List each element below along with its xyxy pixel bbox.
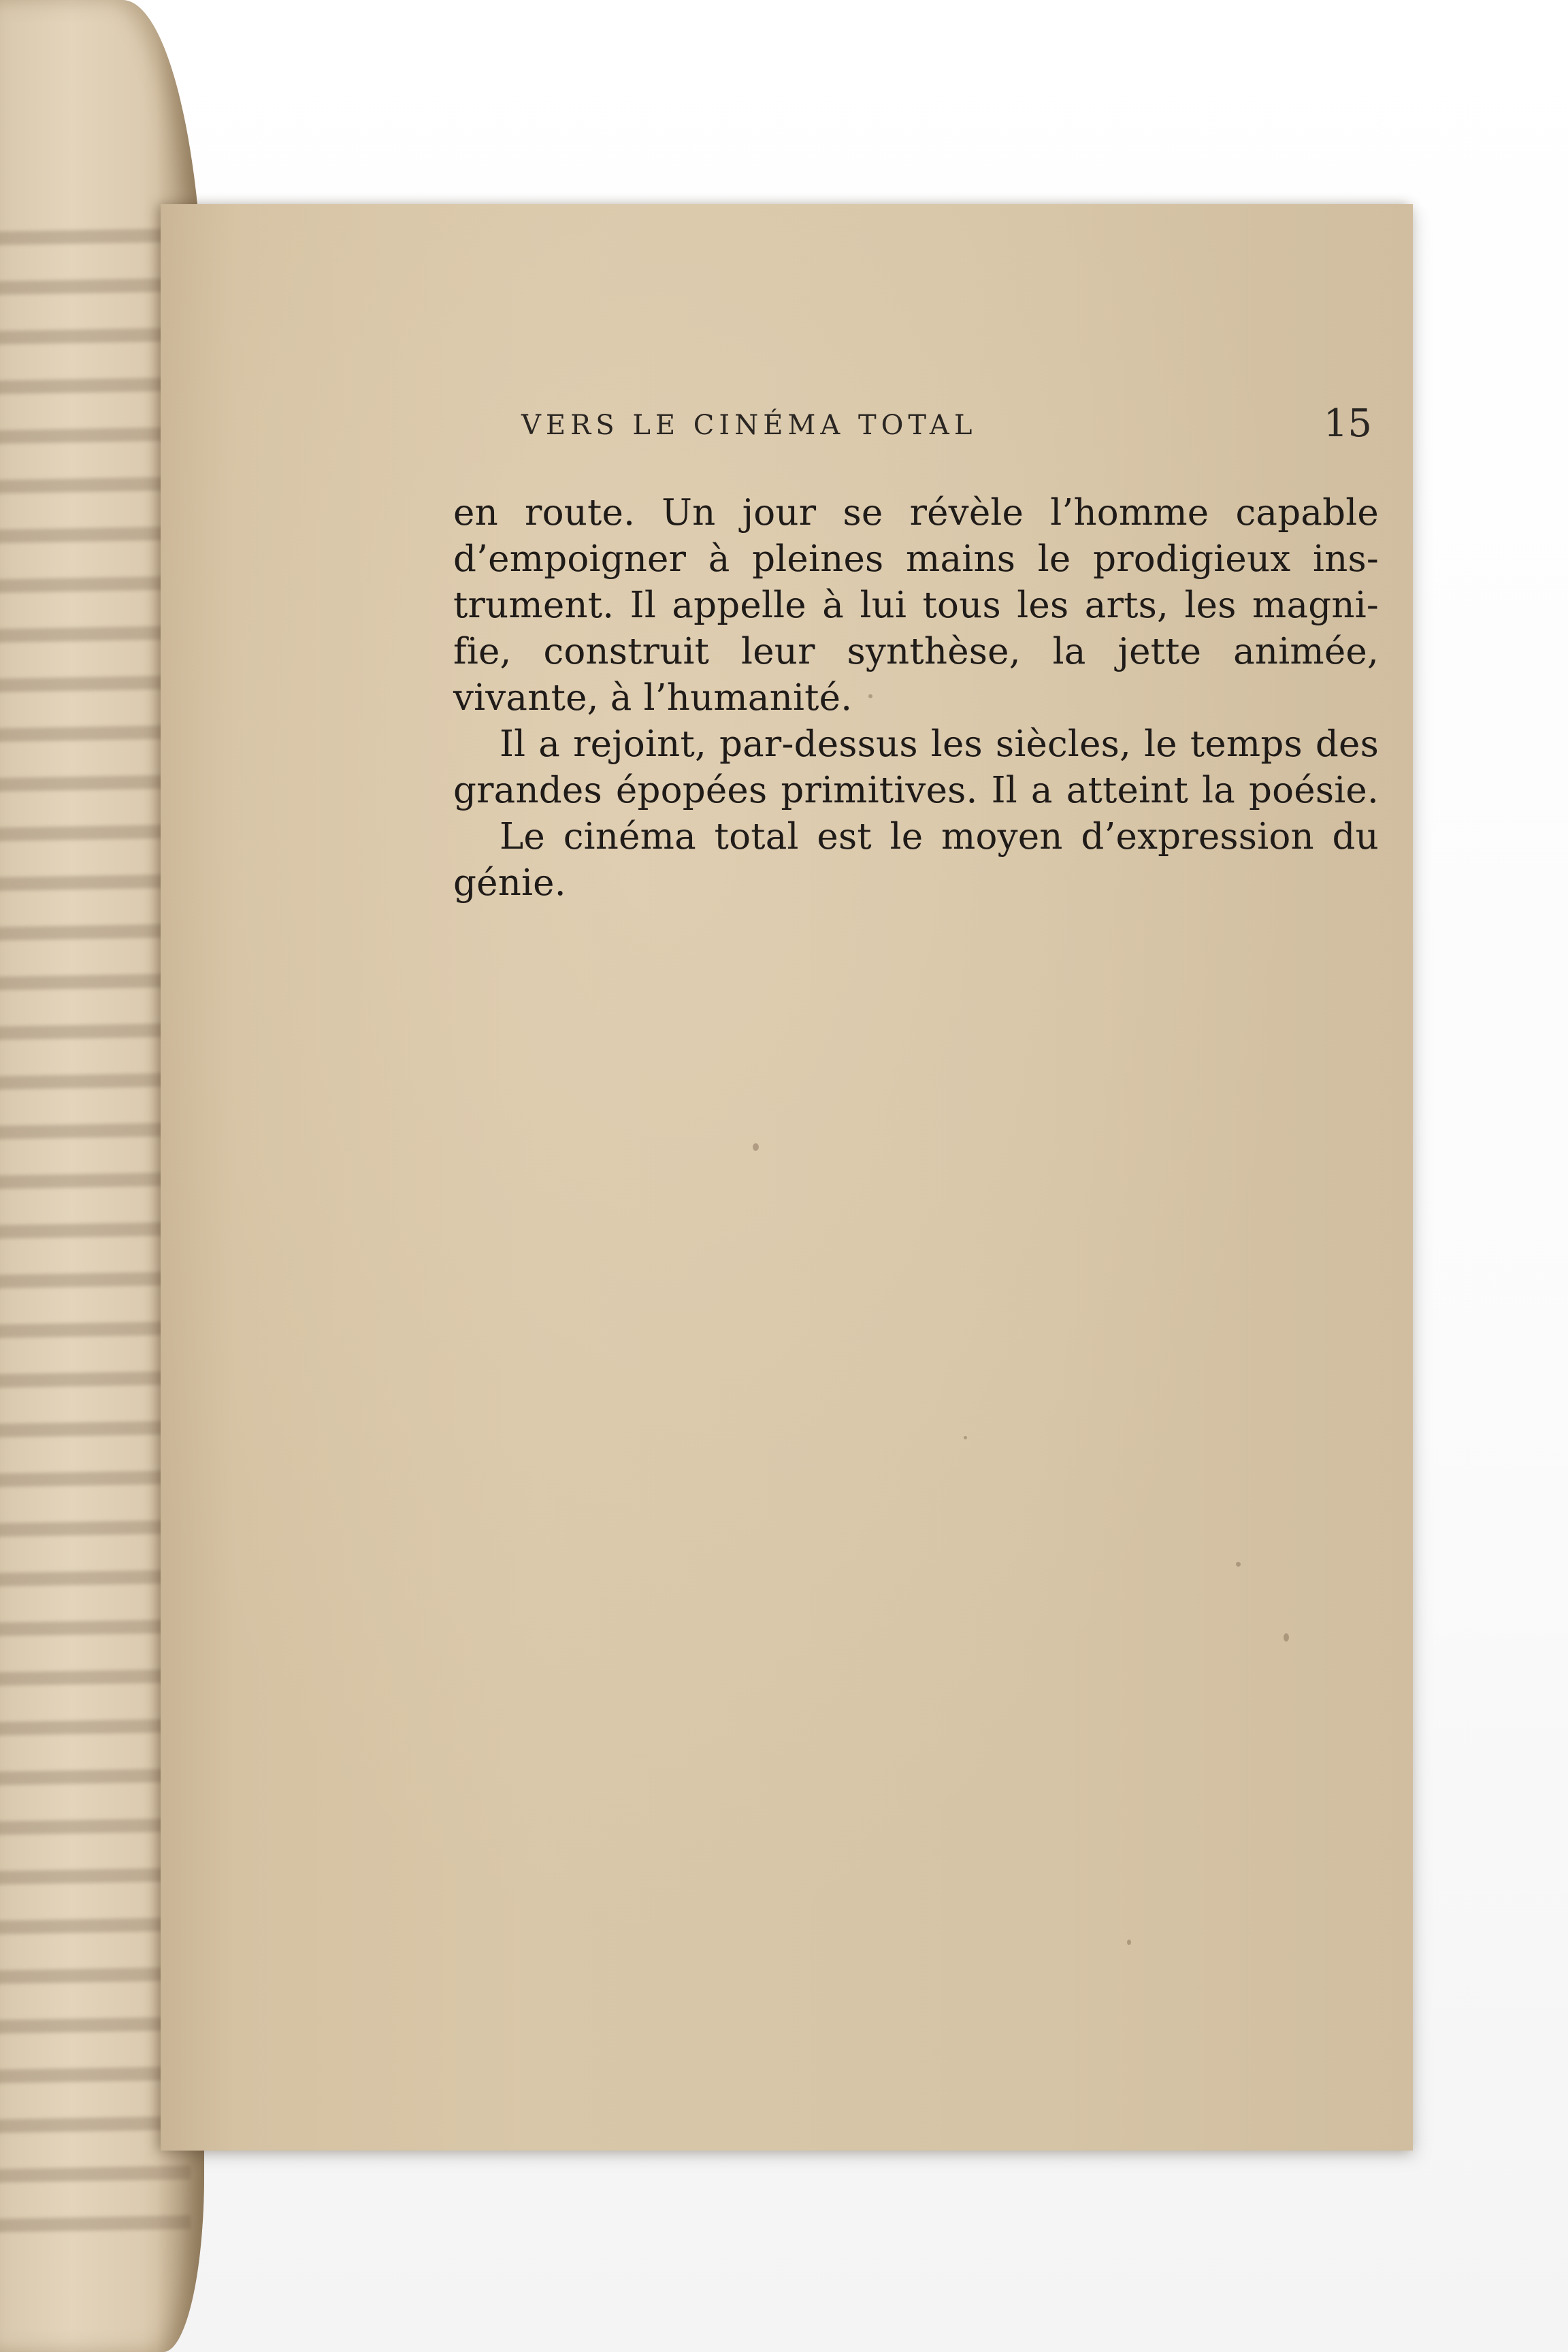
text-line: Il a rejoint, par-dessus les siècles, le temps des: [500, 723, 1379, 765]
paper-speck: [1284, 1633, 1289, 1642]
text-line: trument. Il appelle à lui tous les arts, les magni-: [453, 585, 1379, 626]
running-head: [521, 402, 1372, 456]
paper-speck: [753, 1143, 759, 1151]
text-line: génie.: [453, 862, 566, 904]
text-line: Le cinéma total est le moyen d’expression du: [500, 816, 1379, 858]
paper-speck: [1127, 1940, 1131, 1945]
text-line: fie, construit leur synthèse, la jette animée,: [453, 631, 1379, 672]
page-number: 15: [1323, 402, 1372, 446]
running-head-title: VERS LE CINÉMA TOTAL: [521, 410, 977, 441]
body-text: [453, 490, 1379, 906]
text-line: vivante, à l’humanité.: [453, 677, 853, 719]
text-line: grandes épopées primitives. Il a atteint la poésie.: [453, 770, 1379, 811]
text-line: en route. Un jour se révèle l’homme capable: [453, 492, 1379, 534]
text-line: d’empoigner à pleines mains le prodigieux ins-: [453, 538, 1379, 580]
book-page: [161, 204, 1413, 2151]
paper-speck: [1236, 1562, 1241, 1567]
paper-speck: [964, 1436, 967, 1439]
